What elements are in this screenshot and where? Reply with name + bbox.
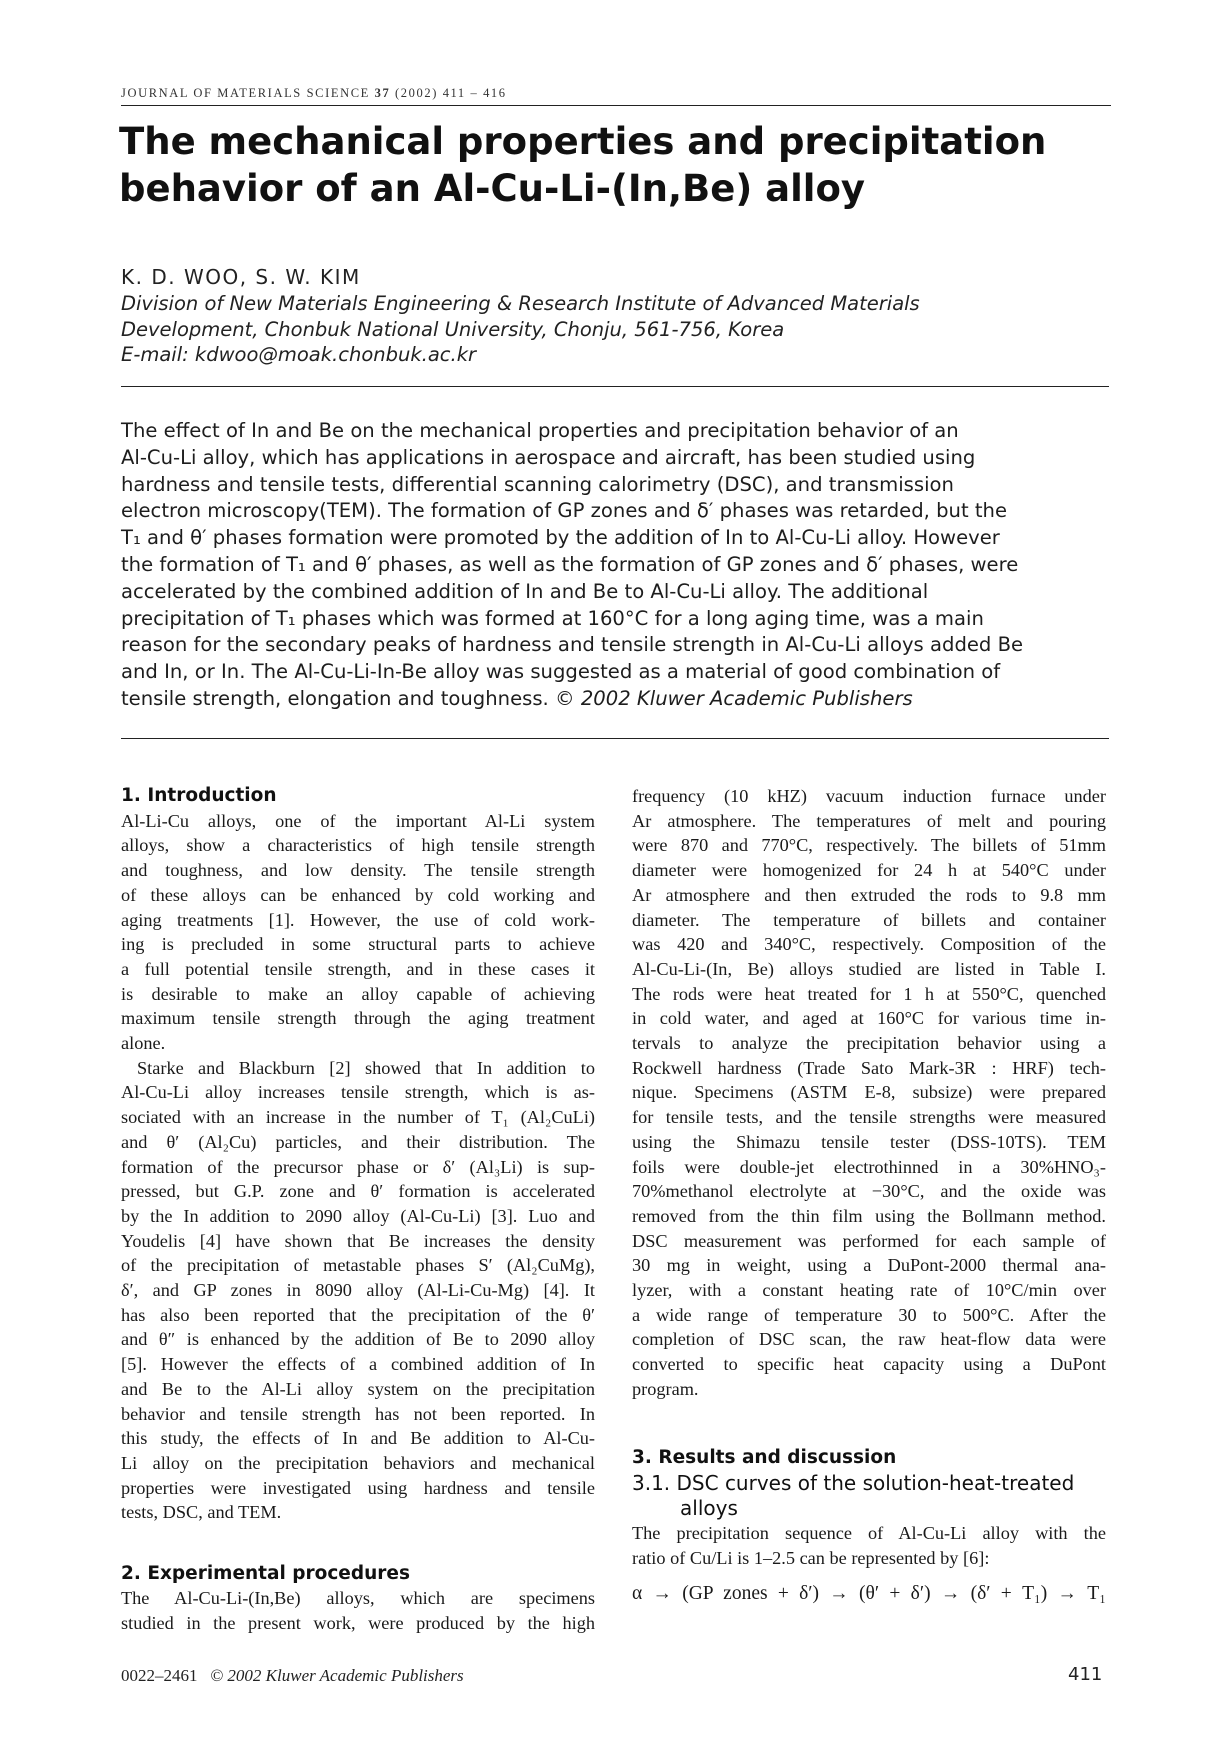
text-line: were 870 and 770°C, respectively. The billets of 51mm	[632, 835, 1106, 856]
text-line: lyzer, with a constant heating rate of 10°C/min over	[632, 1280, 1106, 1301]
abstract-line: reason for the secondary peaks of hardness and tensile strength in Al-Cu-Li alloys added Be	[121, 633, 1024, 657]
text-line: alloys, show a characteristics of high tensile strength	[121, 835, 595, 856]
text-line: Ar atmosphere and then extruded the rods to 9.8 mm	[632, 884, 1106, 905]
abstract-line: and In, or In. The Al-Cu-Li-In-Be alloy was suggested as a material of good combination of	[121, 660, 1001, 684]
text-line: Starke and Blackburn [2] showed that In addition to	[137, 1057, 595, 1078]
text-line: ing is precluded in some structural parts to achieve	[121, 934, 595, 955]
abstract-top-rule	[121, 386, 1109, 387]
title-line-1: The mechanical properties and precipitation	[119, 120, 1047, 163]
affiliation-line: Development, Chonbuk National University, Chonju, 561-756, Korea	[121, 317, 785, 341]
text-line: was 420 and 340°C, respectively. Composition of the	[632, 934, 1106, 955]
text-line: removed from the thin film using the Bollmann method.	[632, 1205, 1106, 1226]
footer-code: 0022–2461	[121, 1666, 198, 1685]
text-line: completion of DSC scan, the raw heat-flow data were	[632, 1329, 1106, 1350]
results-paragraph-1	[632, 1521, 1106, 1570]
running-head	[121, 86, 1111, 106]
text-line: ratio of Cu/Li is 1–2.5 can be represented by [6]:	[632, 1547, 990, 1568]
abstract-line: T₁ and θ′ phases formation were promoted by the addition of In to Al-Cu-Li alloy. However	[121, 526, 1000, 550]
text-line: for tensile tests, and the tensile strengths were measured	[632, 1107, 1106, 1128]
text-line: δ′, and GP zones in 8090 alloy (Al-Li-Cu-Mg) [4]. It	[121, 1280, 595, 1301]
abstract-line: accelerated by the combined addition of In and Be to Al-Cu-Li alloy. The additional	[121, 579, 929, 603]
text-line: [5]. However the effects of a combined addition of In	[121, 1354, 595, 1375]
text-line: aging treatments [1]. However, the use of cold work-	[121, 909, 595, 930]
text-line: pressed, but G.P. zone and θ′ formation is accelerated	[121, 1181, 595, 1202]
text-line: The precipitation sequence of Al-Cu-Li alloy with the	[632, 1522, 1106, 1543]
title-line-2: behavior of an Al-Cu-Li-(In,Be) alloy	[119, 167, 865, 210]
footer-issn	[121, 1666, 464, 1686]
affiliation-line: Division of New Materials Engineering & Research Institute of Advanced Materials	[121, 292, 920, 315]
experimental-paragraph-continued	[632, 784, 1106, 1402]
text-line: program.	[632, 1378, 699, 1399]
text-line: behavior and tensile strength has not been reported. In	[121, 1403, 595, 1424]
abstract-line: The effect of In and Be on the mechanical properties and precipitation behavior of an	[121, 419, 959, 442]
text-line: tervals to analyze the precipitation behavior using a	[632, 1033, 1106, 1054]
abstract	[121, 418, 1111, 713]
text-line: sociated with an increase in the number of T₁ (Al₂CuLi)	[121, 1107, 595, 1128]
text-line: formation of the precursor phase or δ′ (Al₃Li) is sup-	[121, 1156, 595, 1177]
text-line: has also been reported that the precipitation of the θ′	[121, 1304, 595, 1325]
abstract-line: tensile strength, elongation and toughness.	[121, 686, 549, 710]
abstract-line: Al-Cu-Li alloy, which has applications in aerospace and aircraft, has been studied using	[121, 445, 976, 469]
subsection-heading-dsc	[632, 1471, 1106, 1521]
text-line: Al-Cu-Li-(In, Be) alloys studied are listed in Table I.	[632, 958, 1106, 979]
section-gap	[632, 1426, 1106, 1446]
text-line: The rods were heat treated for 1 h at 550°C, quenched	[632, 983, 1106, 1004]
section-gap	[632, 1402, 1106, 1427]
text-line: frequency (10 kHZ) vacuum induction furnace under	[632, 786, 1106, 806]
abstract-last-line	[121, 686, 1111, 713]
section-heading-experimental: 2. Experimental procedures	[121, 1562, 410, 1584]
left-column	[121, 784, 595, 1636]
text-line: in cold water, and aged at 160°C for various time in-	[632, 1008, 1106, 1029]
text-line: using the Shimazu tensile tester (DSS-10TS). TEM	[632, 1131, 1106, 1152]
abstract-copyright: © 2002 Kluwer Academic Publishers	[555, 686, 913, 710]
text-line: of the precipitation of metastable phases S′ (Al₂CuMg),	[121, 1255, 595, 1276]
abstract-line: the formation of T₁ and θ′ phases, as well as the formation of GP zones and δ′ phases, were	[121, 552, 1019, 576]
intro-paragraph-1	[121, 809, 595, 1056]
abstract-line: hardness and tensile tests, differential scanning calorimetry (DSC), and transmission	[121, 472, 954, 496]
section-heading-introduction: 1. Introduction	[121, 785, 277, 806]
text-line: by the In addition to 2090 alloy (Al-Cu-Li) [3]. Luo and	[121, 1205, 595, 1226]
text-line: Al-Li-Cu alloys, one of the important Al-Li system	[121, 810, 595, 831]
text-line: Al-Cu-Li alloy increases tensile strength, which is as-	[121, 1082, 595, 1103]
precipitation-sequence-equation: α → (GP zones + δ′) → (θ′ + δ′) → (δ′ + T₁) → T₁	[632, 1583, 1106, 1605]
email-line: E-mail: kdwoo@moak.chonbuk.ac.kr	[121, 343, 477, 366]
text-line: Li alloy on the precipitation behaviors and mechanical	[121, 1452, 595, 1473]
text-line: is desirable to make an alloy capable of achieving	[121, 983, 595, 1004]
affiliation	[121, 291, 1111, 368]
abstract-line: electron microscopy(TEM). The formation of GP zones and δ′ phases was retarded, but the	[121, 499, 1008, 523]
text-line: Youdelis [4] have shown that Be increases the density	[121, 1230, 595, 1251]
abstract-line: precipitation of T₁ phases which was formed at 160°C for a long aging time, was a main	[121, 606, 984, 630]
text-line: nique. Specimens (ASTM E-8, subsize) were prepared	[632, 1082, 1106, 1103]
experimental-paragraph-start	[121, 1586, 595, 1635]
paper-title	[119, 118, 1109, 212]
text-line: maximum tensile strength through the aging treatment	[121, 1008, 595, 1029]
journal-year-pages: (2002) 411 – 416	[395, 86, 507, 100]
author-list: K. D. WOO, S. W. KIM	[121, 265, 361, 289]
text-line: a full potential tensile strength, and in these cases it	[121, 958, 595, 979]
text-line: diameter were homogenized for 24 h at 540°C under	[632, 860, 1106, 881]
intro-paragraph-2	[121, 1056, 595, 1525]
text-line: Rockwell hardness (Trade Sato Mark-3R : HRF) tech-	[632, 1057, 1106, 1078]
page-number: 411	[1068, 1664, 1103, 1685]
text-line: studied in the present work, were produced by the high	[121, 1613, 595, 1634]
text-line: a wide range of temperature 30 to 500°C. After the	[632, 1304, 1106, 1325]
text-line: this study, the effects of In and Be addition to Al-Cu-	[121, 1428, 595, 1449]
subsection-heading-line: 3.1. DSC curves of the solution-heat-treated	[632, 1470, 1075, 1495]
abstract-bottom-rule	[121, 738, 1109, 739]
text-line: diameter. The temperature of billets and container	[632, 909, 1106, 930]
section-gap	[121, 1550, 595, 1562]
journal-volume: 37	[374, 86, 391, 100]
text-line: alone.	[121, 1033, 166, 1054]
text-line: DSC measurement was performed for each sample of	[632, 1230, 1106, 1251]
text-line: The Al-Cu-Li-(In,Be) alloys, which are specimens	[121, 1588, 595, 1609]
section-heading-results: 3. Results and discussion	[632, 1447, 897, 1469]
text-line: and toughness, and low density. The tensile strength	[121, 860, 595, 881]
text-line: foils were double-jet electrothinned in a 30%HNO₃-	[632, 1156, 1106, 1177]
text-line: and θ″ is enhanced by the addition of Be to 2090 alloy	[121, 1329, 595, 1350]
text-line: and θ′ (Al₂Cu) particles, and their distribution. The	[121, 1131, 595, 1152]
text-line: properties were investigated using hardness and tensile	[121, 1477, 595, 1498]
subsection-heading-line: alloys	[680, 1495, 738, 1520]
right-column	[632, 784, 1106, 1607]
text-line: 70%methanol electrolyte at −30°C, and the oxide was	[632, 1181, 1106, 1202]
journal-name: JOURNAL OF MATERIALS SCIENCE	[121, 86, 370, 100]
text-line: Ar atmosphere. The temperatures of melt and pouring	[632, 810, 1106, 831]
section-gap	[121, 1525, 595, 1550]
text-line: converted to specific heat capacity using a DuPont	[632, 1354, 1106, 1375]
text-line: tests, DSC, and TEM.	[121, 1502, 282, 1523]
footer-copyright: © 2002 Kluwer Academic Publishers	[210, 1666, 464, 1685]
text-line: 30 mg in weight, using a DuPont-2000 thermal ana-	[632, 1255, 1106, 1276]
text-line: of these alloys can be enhanced by cold working and	[121, 884, 595, 905]
text-line: and Be to the Al-Li alloy system on the precipitation	[121, 1378, 595, 1399]
